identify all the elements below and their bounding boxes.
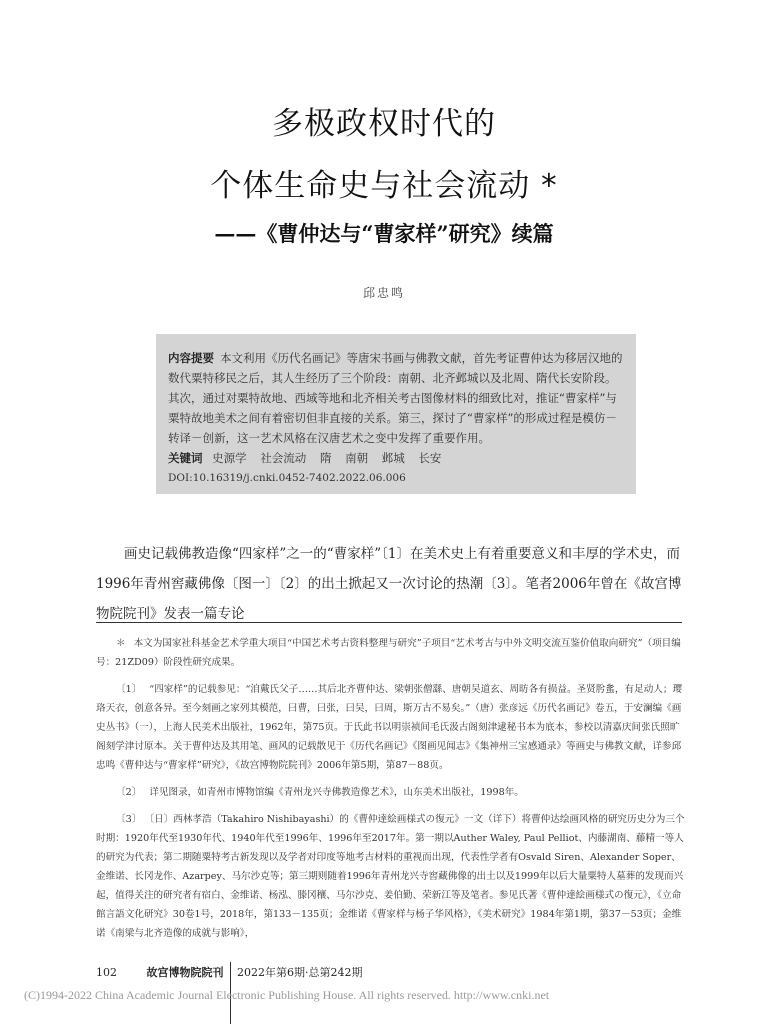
- doi-link[interactable]: DOI:10.16319/j.cnki.0452-7402.2022.06.006: [168, 472, 406, 484]
- copyright-notice: (C)1994-2022 China Academic Journal Electronic Publishing House. All rights reserved. http://www.cnki.net: [24, 988, 550, 1002]
- keyword: 长安: [418, 451, 442, 465]
- title-line-2: 个体生命史与社会流动 *: [210, 168, 558, 204]
- keywords-label: 关键词: [168, 451, 203, 465]
- page-number: 102: [96, 966, 117, 979]
- footnotes: [96, 634, 686, 951]
- footnote-mark: 〔2〕: [116, 787, 142, 798]
- keywords-row: [168, 448, 626, 468]
- footnote: [96, 680, 686, 775]
- body-text: [96, 539, 686, 629]
- journal-name: 故宫博物院院刊: [146, 966, 224, 979]
- footnote-text: “四家样”的记载参见：“洎戴氏父子……其后北齐曹仲达、梁朝张僧繇、唐朝吴道玄、周昉各有损益。圣贤肹蚃，有足动人；璎珞天衣，创意各异。至今刻画之家列其模范，曰曹，曰张，曰吴，曰周，斯万古不易矣。”（唐）张彦远《历代名画记》卷五，于安澜编《画史丛书》（一），上海人民美术出版社，1962年，第75页。于氏此书以明崇祯间毛氏汲古阁刻津逮秘书本为底本，参校以清嘉庆间张氏照旷阁刻学津讨原本。关于曹仲达及其用笔、画风的记载散见于《历代名画记》《图画见闻志》《集神州三宝感通录》等画史与佛教文献，详参邱忠鸣《曹仲达与“曹家样”研究》，《故宫博物院院刊》2006年第5期，第87－88页。: [96, 684, 683, 771]
- author-name: 邱忠鸣: [362, 286, 405, 300]
- footnote-text: 本文为国家社科基金艺术学重大项目“中国艺术考古资料整理与研究”子项目“艺术考古与中外文明交流互鉴价值取向研究”（项目编号：21ZD09）阶段性研究成果。: [96, 638, 681, 668]
- footnote: [96, 810, 686, 943]
- footnote-mark: 〔3〕: [116, 814, 142, 825]
- footnote-divider: [96, 622, 682, 623]
- abstract-text-block: [168, 348, 626, 448]
- footnote-mark: 〔1〕: [116, 684, 142, 695]
- abstract-box: [156, 334, 636, 494]
- keyword: 史源学: [212, 451, 247, 465]
- keyword: 南朝: [345, 451, 369, 465]
- footnote: [96, 783, 686, 802]
- body-paragraph: 画史记载佛教造像“四家样”之一的“曹家样”〔1〕在美术史上有着重要意义和丰厚的学术史，而1996年青州窖藏佛像〔图一〕〔2〕的出土掀起又一次讨论的热潮〔3〕。笔者2006年曾在《故宫博物院院刊》发表一篇专论: [96, 546, 682, 622]
- keyword: 社会流动: [260, 451, 307, 465]
- subtitle: ——《曹仲达与“曹家样”研究》续篇: [214, 221, 554, 246]
- keyword: 隋: [319, 451, 332, 465]
- footnote: [96, 634, 686, 672]
- abstract-label: 内容提要: [168, 351, 214, 365]
- footnote-mark: ＊: [116, 638, 126, 649]
- title-line-1: 多极政权时代的: [272, 106, 496, 142]
- abstract-text: 本文利用《历代名画记》等唐宋书画与佛教文献，首先考证曹仲达为移居汉地的数代粟特移民之后，其人生经历了三个阶段：南朝、北齐邺城以及北周、隋代长安阶段。其次，通过对粟特故地、西域等地和北齐相关考古图像材料的细致比对，推证“曹家样”与粟特故地美术之间有着密切但非直接的关系。第三，探讨了“曹家样”的形成过程是模仿－转译－创新，这一艺术风格在汉唐艺术之变中发挥了重要作用。: [168, 351, 623, 445]
- keyword: 邺城: [381, 451, 405, 465]
- footnote-text: 〔日〕西林孝浩（Takahiro Nishibayashi）的《曹仲達絵画様式の復元》一文（详下）将曹仲达绘画风格的研究历史分为三个时期：1920年代至1930年代、1940年代至1996年、1996年至2017年。第一期以Auther Waley, Paul Pelliot、内藤湖南、藤精一等人的研究为代表；第二期随粟特考古新发现以及学者对印度等地考古材料的重视而出现，代表性学者有Osvald Siren、Alexander Soper、金维诺、长冈龙作、Azarpey、马尔沙克等；第三期则随着1996年青州龙兴寺窖藏佛像的出土以及1999年以后大量粟特人墓葬的发现而兴起，值得关注的研究者有宿白、金维诺、杨泓、滕冈穰、马尔沙克、姜伯勤、荣新江等及笔者。参见氏著《曹仲達絵画様式の復元》，《立命館言語文化研究》30卷1号，2018年，第133－135页；金维诺《曹家样与杨子华风格》，《美术研究》1984年第1期，第37－53页；金维诺《南梁与北齐造像的成就与影响》，: [96, 814, 685, 939]
- issue-info: 2022年第6期·总第242期: [237, 966, 363, 979]
- footnote-text: 详见图录，如青州市博物馆编《青州龙兴寺佛教造像艺术》，山东美术出版社，1998年。: [149, 787, 524, 798]
